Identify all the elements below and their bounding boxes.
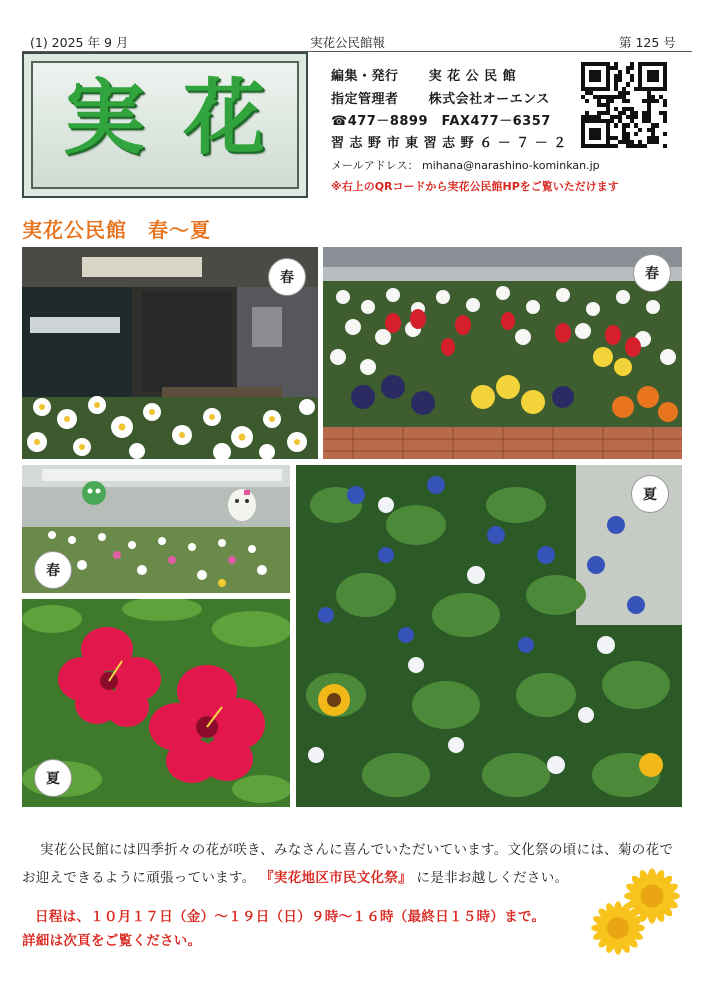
phone-fax: ☎477－8899 FAX477－6357: [331, 114, 551, 129]
newsletter-name: 実花公民館報: [310, 35, 386, 50]
season-badge: 夏: [34, 759, 72, 797]
photo-entrance-daisies: [22, 247, 318, 459]
manager-row: [331, 88, 550, 107]
body-paragraph-line-1: 実花公民館には四季折々の花が咲き、みなさんに喜んでいただいています。文化祭の頃には、菊の花で: [40, 842, 674, 858]
festival-name: 『実花地区市民文化祭』: [260, 870, 412, 886]
email-address[interactable]: mihana@narashino-kominkan.jp: [421, 159, 600, 172]
email-label: メールアドレス：: [331, 159, 419, 172]
season-badge: 春: [34, 551, 72, 589]
qr-code-icon[interactable]: [581, 62, 667, 148]
logo-char-2: 花: [183, 70, 266, 166]
issue-number: 第 125 号: [619, 35, 676, 50]
qr-notice: ※右上のQRコードから実花公民館HPをご覧いただけます: [331, 180, 619, 193]
photo-morning-glory: [296, 465, 682, 807]
issue-date: (1) 2025 年 9 月: [30, 35, 129, 50]
details-note: 詳細は次頁をご覧ください。: [22, 933, 202, 949]
season-badge: 春: [633, 254, 671, 292]
sunflower-icon: [590, 868, 690, 958]
photo-hibiscus: [22, 599, 290, 807]
season-badge: 夏: [631, 475, 669, 513]
logo-char-1: 実: [63, 70, 146, 166]
photo-tulip-bed: [323, 247, 682, 459]
publisher-label: 編集・発行: [331, 69, 399, 84]
address: 習 志 野 市 東 習 志 野 ６ － ７ － ２: [331, 136, 567, 151]
publisher-row: [331, 65, 516, 84]
photo-front-garden-mascots: [22, 465, 290, 593]
season-badge: 春: [268, 258, 306, 296]
body-paragraph-line-2: [22, 866, 568, 886]
section-title: 実花公民館 春～夏: [22, 218, 211, 242]
body-text-segment: に是非お越しください。: [416, 870, 569, 886]
manager-name: 株式会社オーエンス: [428, 92, 550, 107]
masthead-logo: [22, 52, 308, 198]
schedule-text: 日程は、１０月１７日（金）～１９日（日）９時～１６時（最終日１５時）まで。: [35, 909, 546, 925]
manager-label: 指定管理者: [331, 92, 399, 107]
email-row: [331, 157, 600, 173]
body-text-segment: お迎えできるように頑張っています。: [22, 870, 256, 886]
publisher-name: 実 花 公 民 館: [428, 69, 517, 84]
